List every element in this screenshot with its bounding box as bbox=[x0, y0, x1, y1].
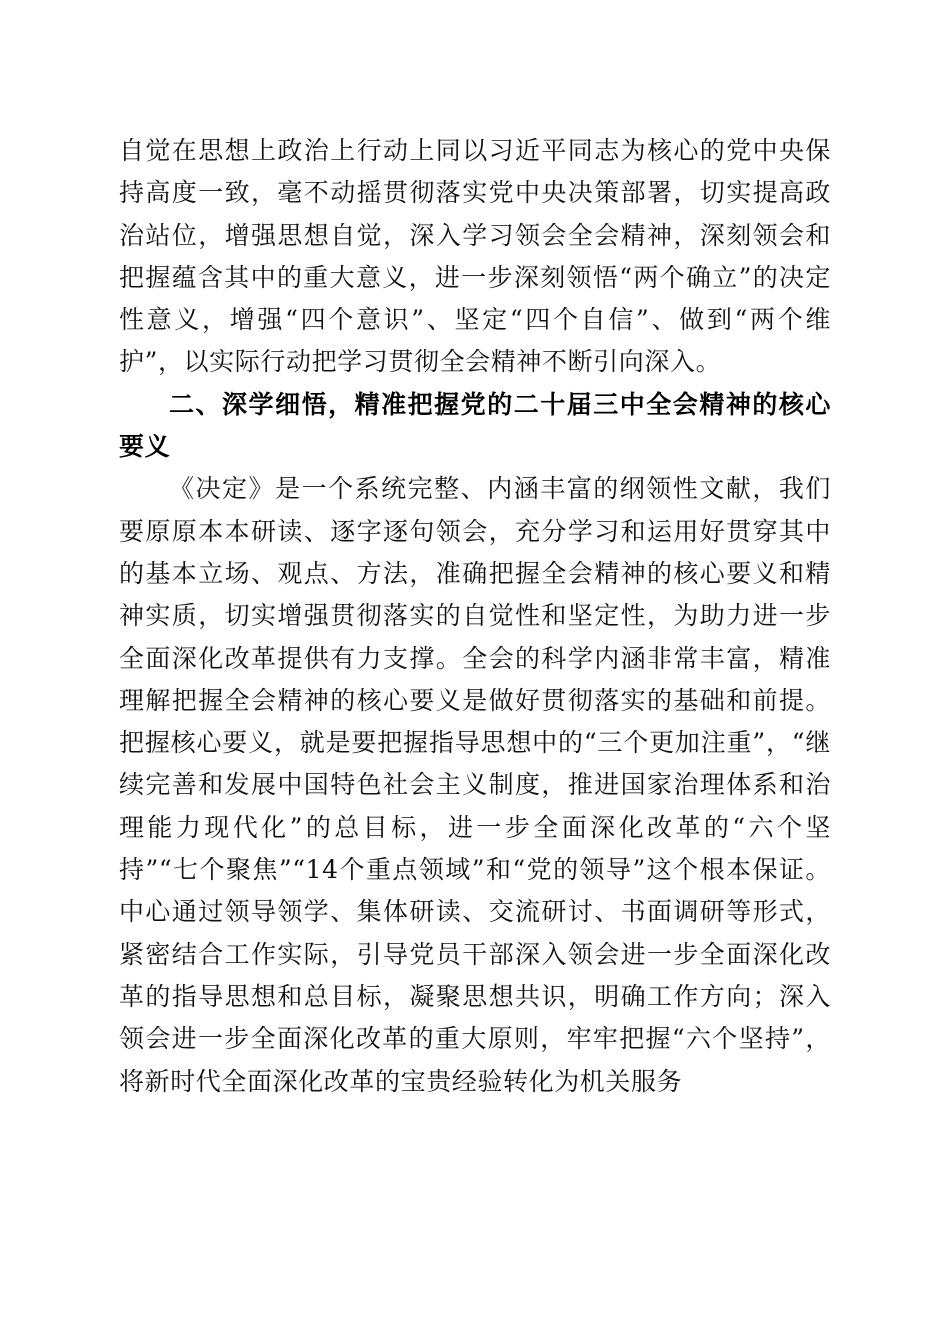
paragraph-continuation: 自觉在思想上政治上行动上同以习近平同志为核心的党中央保持高度一致，毫不动摇贯彻落实党中央决策部署，切实提高政治站位，增强思想自觉，深入学习领会全会精神，深刻领会和把握蕴含其中的重大意义，进一步深刻领悟“两个确立”的决定性意义，增强“四个意识”、坚定“四个自信”、做到“两个维护”，以实际行动把学习贯彻全会精神不断引向深入。 bbox=[119, 136, 831, 377]
document-body bbox=[119, 130, 831, 1103]
section-heading-2: 二、深学细悟，精准把握党的二十届三中全会精神的核心要义 bbox=[119, 389, 831, 462]
paragraph-section-2: 《决定》是一个系统完整、内涵丰富的纲领性文献，我们要原原本本研读、逐字逐句领会，充分学习和运用好贯穿其中的基本立场、观点、方法，准确把握全会精神的核心要义和精神实质，切实增强贯彻落实的自觉性和坚定性，为助力进一步全面深化改革提供有力支撑。全会的科学内涵非常丰富，精准理解把握全会精神的核心要义是做好贯彻落实的基础和前提。把握核心要义，就是要把握指导思想中的“三个更加注重”，“继续完善和发展中国特色社会主义制度，推进国家治理体系和治理能力现代化”的总目标，进一步全面深化改革的“六个坚持”“七个聚焦”“14个重点领域”和“党的领导”这个根本保证。中心通过领导领学、集体研读、交流研讨、书面调研等形式，紧密结合工作实际，引导党员干部深入领会进一步全面深化改革的指导思想和总目标，凝聚思想共识，明确工作方向；深入领会进一步全面深化改革的重大原则，牢牢把握“六个坚持”，将新时代全面深化改革的宝贵经验转化为机关服务 bbox=[119, 474, 831, 1096]
